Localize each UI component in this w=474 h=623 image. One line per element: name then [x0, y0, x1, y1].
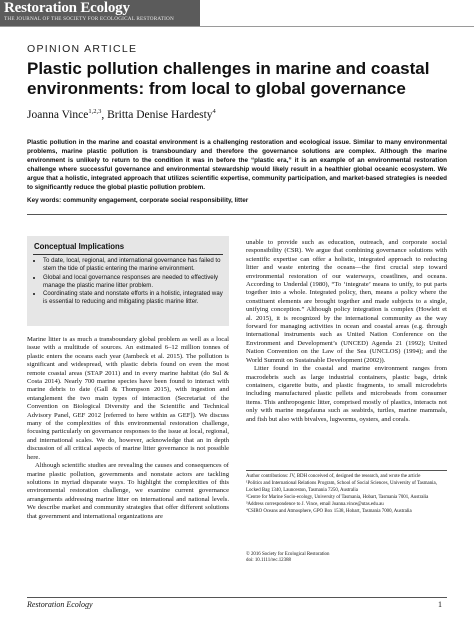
author-affiliation-sup: 4	[212, 108, 216, 115]
journal-title: Restoration Ecology	[4, 0, 130, 16]
doi-text: doi: 10.1111/rec.12388	[246, 558, 291, 564]
keywords-label: Key words:	[27, 197, 62, 204]
body-paragraph: Although scientific studies are revealing the causes and consequences of marine plastic pollution, governments and nonstate actors are tackling solutions in myriad disparate ways. To highlight the complexities of this environmental restoration challenge, we examine current governance arrangements addressing marine litter on international and national levels. We describe market and community strategies that offer different solutions that government and international organizations are	[27, 462, 229, 520]
header-divider	[27, 214, 447, 215]
concept-bullet-list	[27, 257, 229, 307]
abstract: Plastic pollution in the marine and coastal environment is a challenging restoration and ecological issue. Similar to many environmental problems, marine plastic pollution is transboundary and therefore the governance solutions are complex. Although the marine environment is unlikely to return to the condition it was in before the “plastic era,” it is an example of an environmental restoration challenge where successful governance and environmental stewardship would likely result in a healthier global oceanic ecosystem. We argue that a holistic, integrated approach that utilizes scientific expertise, community participation, and market-based strategies is needed to significantly reduce the global plastic pollution problem.	[27, 139, 447, 192]
concept-box-divider	[33, 254, 223, 255]
concept-bullet: • Coordinating state and nonstate efforts in a holistic, integrated way is essential to reducing and mitigating plastic marine litter.	[43, 290, 223, 307]
author-name: Joanna Vince	[27, 108, 89, 121]
article-title: Plastic pollution challenges in marine and coastal environments: from local to global governance	[27, 59, 430, 98]
article-type-label: OPINION ARTICLE	[27, 43, 138, 55]
footnote: Author contributions: JV, BDH conceived of, designed the research, and wrote the article	[246, 474, 421, 479]
footer-journal-name: Restoration Ecology	[27, 600, 93, 609]
body-paragraph: Litter found in the coastal and marine environment ranges from macrodebris such as large industrial containers, plastic bags, drink containers, cigarette butts, and plastic fragments, to small microdebris including manufactured plastic pellets and microbeads from consumer items. This anthropogenic litter, comprised mostly of plastics, interacts not only with marine megafauna such as seabirds, turtles, marine mammals, and fish but also with bivalves, lugworms, oysters, and corals.	[246, 365, 447, 423]
author-affiliation-sup: 1,2,3	[88, 108, 102, 115]
author-name: Britta Denise Hardesty	[107, 108, 213, 121]
page-number: 1	[438, 600, 442, 609]
keywords-line	[27, 197, 447, 204]
footer-divider	[27, 597, 447, 598]
body-column-right	[246, 239, 447, 424]
conceptual-implications-box	[27, 236, 229, 326]
author-line	[27, 108, 216, 121]
copyright-text: © 2016 Society for Ecological Restoration	[246, 552, 330, 557]
footnote: ²Centre for Marine Socio-ecology, University of Tasmania, Hobart, Tasmania 7001, Australia	[246, 494, 429, 500]
journal-subtitle: THE JOURNAL OF THE SOCIETY FOR ECOLOGICAL RESTORATION	[4, 16, 174, 22]
copyright-block	[246, 552, 447, 565]
footnote: ¹Politics and International Relations Program, School of Social Sciences, University of Tasmania, Locked Bag 1340, Launceston, Tasmania 7250, Australia	[246, 481, 437, 493]
concept-bullet: • To date, local, regional, and international governance has failed to stem the tide of plastic entering the marine environment.	[43, 257, 223, 274]
footnote-divider	[246, 470, 447, 471]
concept-bullet: • Global and local governance responses are needed to effectively manage the plastic marine litter problem.	[43, 274, 223, 291]
body-column-left	[27, 336, 229, 521]
body-paragraph: Marine litter is as much a transboundary global problem as well as a local issue with a multitude of sources. An estimated 6–12 million tonnes of plastic enters the oceans each year (Jambeck et al. 2015). The pollution is significant and widespread, with plastic debris found on even the most remote coastal areas (STAP 2011) and in every marine habitat (do Sul & Costa 2014). Nearly 700 marine species have been found to interact with marine debris to date (Gall & Thompson 2015), with ingestion and entanglement the two main types of interaction (Secretariat of the Convention on Biological Diversity and the Scientific and Technical Advisory Panel, GEF 2012 [referred to here within as GEF]). We discuss many of the complexities of this environmental restoration challenge, focusing particularly on governance responses to the issue at local, regional, and international scales. We do, however, acknowledge that an in depth discussion of all critical aspects of marine litter governance is not possible here.	[27, 336, 229, 461]
concept-box-heading: Conceptual Implications	[34, 242, 125, 251]
journal-masthead	[0, 0, 474, 27]
author-separator: ,	[101, 108, 108, 121]
body-paragraph: unable to provide such as education, outreach, and corporate social responsibility (CSR). We argue that combining governance solutions with scientific expertise can offer a holistic, integrated approach to reducing litter and waste entering the oceans—the first crucial step toward environmental restoration of our waterways, coastlines, and oceans. According to Underdal (1980), “To ‘integrate’ means to unify, to put parts together into a whole. Integrated policy, then, means a policy where the constituent elements are brought together and made subjects to a single, unifying conception.” Although policy integration is complex (Howlett et al. 2015), it is recognized by the international community as the way forward for managing activities in ocean and coastal areas (e.g. through international instruments such as United Nation Conference on the Environment and Development’s (UNCED) Agenda 21 (1992); United Nation Convention on the Law of the Sea (UNCLOS) (1994); and the World Summit on Sustainable Development (2002)).	[246, 239, 447, 364]
keywords-text: community engagement, corporate social responsibility, litter	[62, 197, 249, 204]
footnotes	[246, 474, 447, 517]
footnote: ⁴CSIRO Oceans and Atmosphere, GPO Box 1538, Hobart, Tasmania 7000, Australia	[246, 509, 412, 515]
masthead-rule	[0, 26, 474, 27]
footnote: ³Address correspondence to J. Vince, email Joanna.vince@utas.edu.au	[246, 502, 384, 508]
